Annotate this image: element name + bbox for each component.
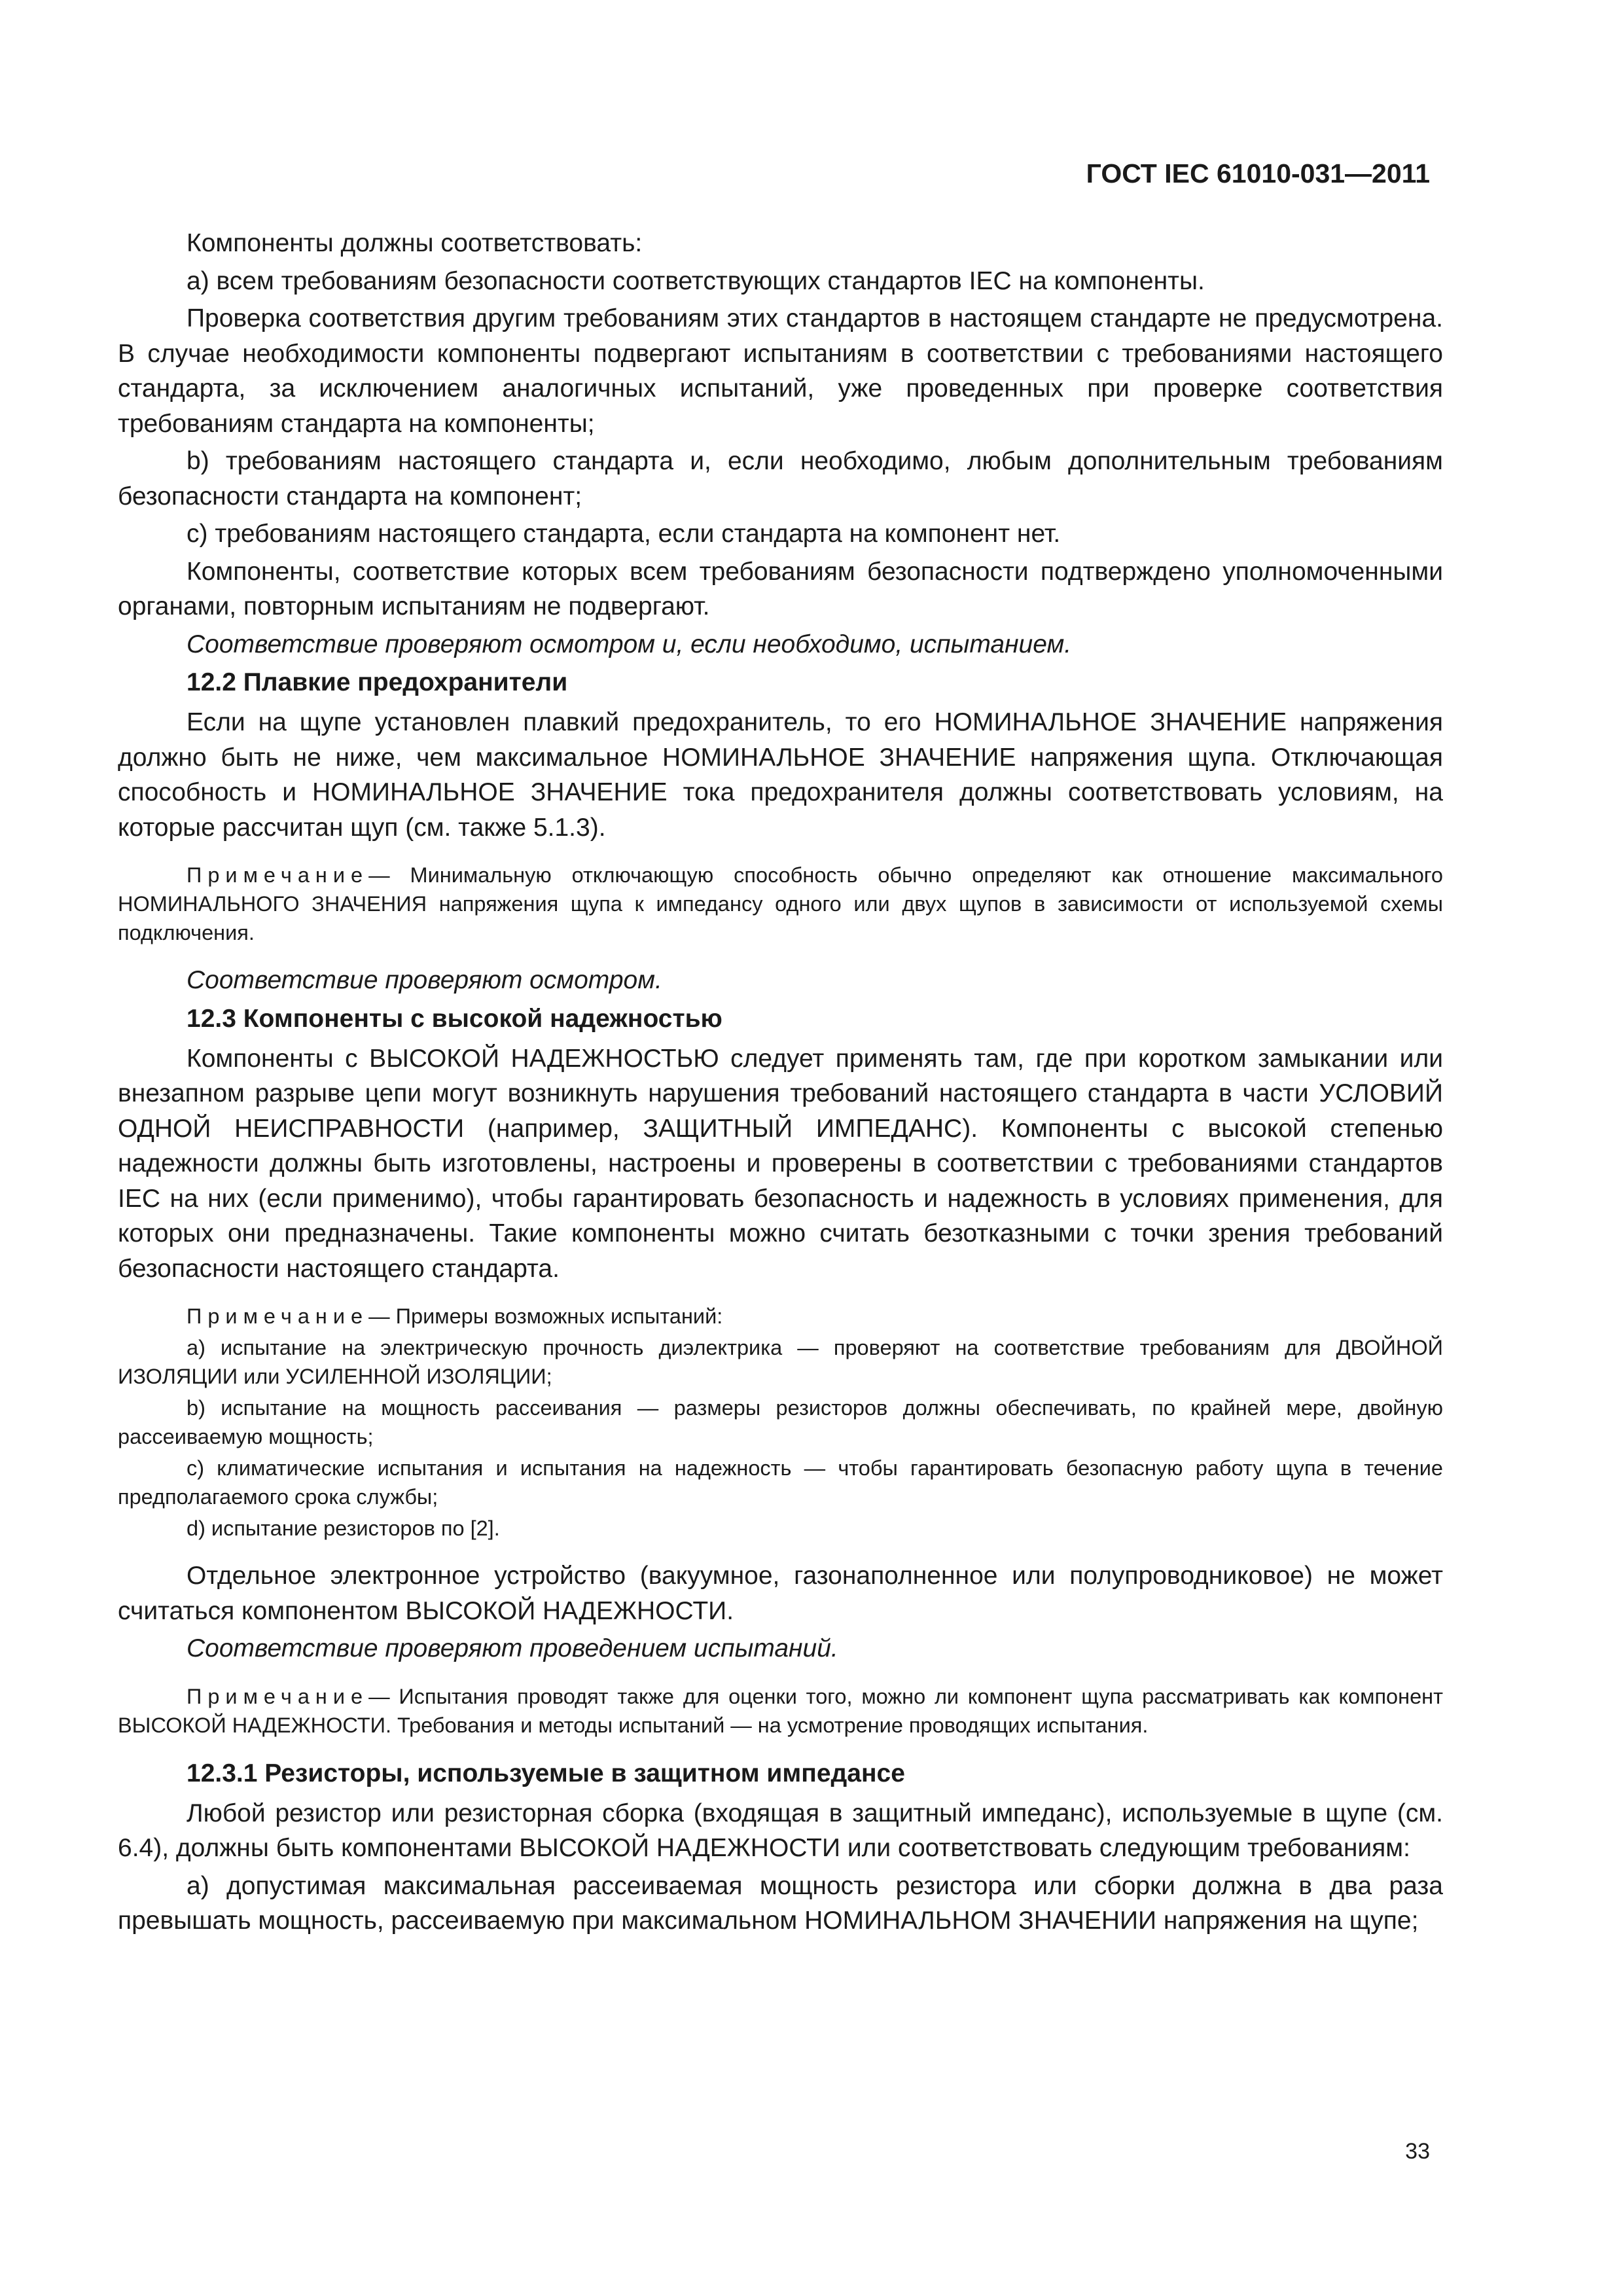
paragraph: Компоненты должны соответствовать: [187, 229, 643, 257]
list-item: b) требованиям настоящего стандарта и, если необходимо, любым дополнительным требованиям безопасности стандарта на компонент; [118, 447, 1443, 511]
list-item: c) требованиям настоящего стандарта, если стандарта на компонент нет. [187, 520, 1061, 548]
document-body [118, 226, 1443, 1941]
note [118, 1682, 1443, 1740]
paragraph: Компоненты с ВЫСОКОЙ НАДЕЖНОСТЬЮ следует применять там, где при коротком замыкании или внезапном разрыве цепи могут возникнуть нарушения требований настоящего стандарта в части УСЛОВИЙ ОДНОЙ НЕИСПРАВНОСТИ (например, ЗАЩИТНЫЙ ИМПЕДАНС). Компоненты с высокой степенью надежности должны быть изготовлены, настроены и проверены в соответствии с требованиями стандартов IEC на них (если применимо), чтобы гарантировать безопасность и надежность в условиях применения, для которых они предназначены. Такие компоненты можно считать безотказными с точки зрения требований безопасности настоящего стандарта. [118, 1044, 1443, 1283]
paragraph: Проверка соответствия другим требованиям этих стандартов в настоящем стандарте не предусмотрена. В случае необходимости компоненты подвергают испытаниям в соответствии с требованиями настоящего стандарта, за исключением аналогичных испытаний, уже проведенных при проверке соответствия требованиям стандарта на компоненты; [118, 304, 1443, 438]
note-label: Примечание [187, 1304, 369, 1328]
note-list-item: а) испытание на электрическую прочность диэлектрика — проверяют на соответствие требованиям для ДВОЙНОЙ ИЗОЛЯЦИИ или УСИЛЕННОЙ ИЗОЛЯЦИИ; [118, 1336, 1443, 1388]
paragraph: Если на щупе установлен плавкий предохранитель, то его НОМИНАЛЬНОЕ ЗНАЧЕНИЕ напряжения должно быть не ниже, чем максимальное НОМИНАЛЬНОЕ ЗНАЧЕНИЕ напряжения щупа. Отключающая способность и НОМИНАЛЬНОЕ ЗНАЧЕНИЕ тока предохранителя должны соответствовать условиям, на которые рассчитан щуп (см. также 5.1.3). [118, 708, 1443, 842]
subsection-heading: 12.3.1 Резисторы, используемые в защитном импедансе [187, 1759, 905, 1787]
note-text: — Примеры возможных испытаний: [368, 1304, 723, 1328]
page-header-standard-id: ГОСТ IEC 61010-031—2011 [1086, 158, 1430, 188]
note-list-item: d) испытание резисторов по [2]. [187, 1516, 500, 1540]
list-item: а) всем требованиям безопасности соответствующих стандартов IEC на компоненты. [187, 266, 1205, 295]
note-label: Примечание [187, 863, 369, 887]
note [118, 1302, 1443, 1331]
note-text: — Испытания проводят также для оценки того, можно ли компонент щупа рассматривать как компонент ВЫСОКОЙ НАДЕЖНОСТИ. Требования и методы испытаний — на усмотрение проводящих испытания. [118, 1684, 1443, 1737]
note-text: — Минимальную отключающую способность обычно определяют как отношение максимального НОМИНАЛЬНОГО ЗНАЧЕНИЯ напряжения щупа к импедансу одного или двух щупов в зависимости от используемой схемы подключения. [118, 863, 1443, 944]
paragraph: Любой резистор или резисторная сборка (входящая в защитный импеданс), используемые в щупе (см. 6.4), должны быть компонентами ВЫСОКОЙ НАДЕЖНОСТИ или соответствовать следующим требованиям: [118, 1799, 1443, 1862]
note-label: Примечание [187, 1684, 369, 1708]
list-item: а) допустимая максимальная рассеиваемая мощность резистора или сборки должна в два раза превышать мощность, рассеиваемую при максимальном НОМИНАЛЬНОМ ЗНАЧЕНИИ напряжения на щупе; [118, 1871, 1443, 1935]
compliance-check-text: Соответствие проверяют осмотром и, если необходимо, испытанием. [187, 630, 1072, 658]
section-heading: 12.2 Плавкие предохранители [187, 668, 568, 696]
section-heading: 12.3 Компоненты с высокой надежностью [187, 1004, 722, 1033]
paragraph: Компоненты, соответствие которых всем требованиям безопасности подтверждено уполномоченными органами, повторным испытаниям не подвергают. [118, 557, 1443, 620]
note-list-item: c) климатические испытания и испытания на надежность — чтобы гарантировать безопасную работу щупа в течение предполагаемого срока службы; [118, 1456, 1443, 1509]
note-list-item: b) испытание на мощность рассеивания — размеры резисторов должны обеспечивать, по крайней мере, двойную рассеиваемую мощность; [118, 1396, 1443, 1448]
paragraph: Отдельное электронное устройство (вакуумное, газонаполненное или полупроводниковое) не может считаться компонентом ВЫСОКОЙ НАДЕЖНОСТИ. [118, 1562, 1443, 1625]
note [118, 861, 1443, 947]
page-number: 33 [1405, 2139, 1430, 2164]
compliance-check-text: Соответствие проверяют проведением испытаний. [187, 1634, 838, 1662]
compliance-check-text: Соответствие проверяют осмотром. [187, 966, 662, 994]
